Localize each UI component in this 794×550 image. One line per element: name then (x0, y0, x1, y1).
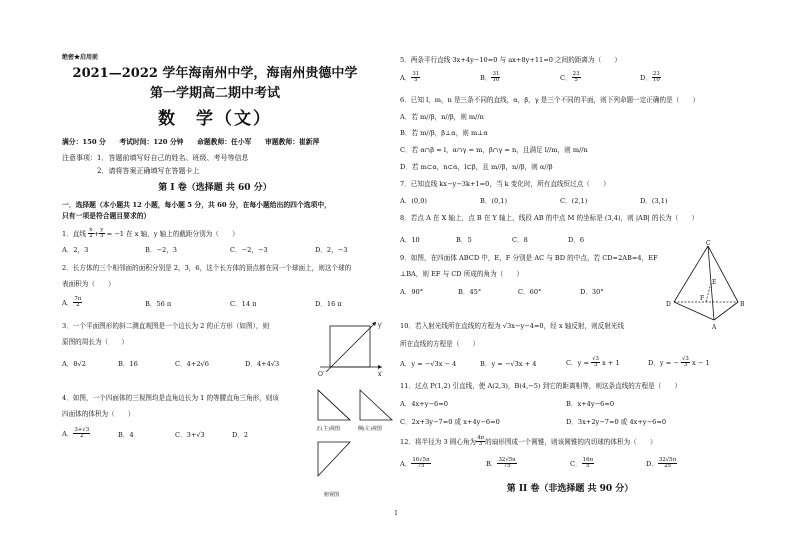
q12-option-c: C． $\frac{16\pi}{5}$ (570, 457, 594, 470)
part1-instructions-2: 只有一项是符合题目要求的） (62, 212, 151, 220)
q3-option-d: D．4+4√3 (245, 360, 280, 368)
q6-stem: 6．已知 l，m，n 是三条不同的直线，α，β，γ 是三个不同的平面，则下列命题一定正确的是（ ） (400, 96, 700, 104)
notes (62, 154, 248, 162)
q3-square (330, 326, 370, 367)
q3-figure (316, 316, 396, 378)
q2-option-a: A． $\frac{7\pi}{2}$ (62, 296, 82, 309)
q4-side-view (360, 390, 392, 420)
q9-line1: 9．如图，在四面体 ABCD 中，E，F 分别是 AC 与 BD 的中点，若 CD=2AB=4，EF (400, 254, 658, 262)
q1-option-a: A．2，3 (62, 246, 89, 254)
q3-option-b: B．16 (118, 360, 138, 368)
q1-stem: 1．直线 $\frac{x}{2}$ + $\frac{y}{3}$ = −1 在 x 轴，y 轴上的截距分别为（ ） (62, 227, 239, 240)
q9-tetrahedron-figure (664, 240, 748, 332)
q9-line2: ⊥BA，则 EF 与 CD 所成的角为（ ） (400, 270, 524, 278)
note-2: 2．请将答案正确填写在答题卡上 (97, 167, 200, 175)
q3-label-x: x′ (378, 371, 383, 378)
q3-option-a: A．8√2 (62, 360, 86, 368)
q3-line2: 原图的周长为（ ） (62, 338, 128, 346)
exam-subject: 数 学（文） (158, 109, 272, 129)
q5-option-a: A． $\frac{31}{5}$ (400, 71, 420, 84)
q12-option-b: B． $\frac{32√5\pi}{75}$ (486, 457, 516, 470)
q7-option-c: C．(2,1) (560, 197, 588, 205)
q4-three-views (310, 386, 402, 502)
q4-top-view (318, 442, 350, 476)
q11-stem: 11．过点 P(1,2) 引直线，使 A(2,3)，B(4,−5) 到它的距离相等，则这条直线的方程是（ ） (400, 382, 682, 390)
q11-option-a: A．4x+y−6=0 (400, 400, 448, 408)
q10-line1: 10．若入射光线所在直线的方程为 √3x−y−4=0，经 x 轴反射，则反射光线 (400, 322, 625, 330)
q9-label-c: C (706, 240, 711, 247)
q5-option-b: B． $\frac{31}{10}$ (480, 71, 500, 84)
q1-frac-x: $\frac{x}{2}$ (89, 227, 93, 240)
q6-option-c: C．若 α∩β = l，α∩γ = m，β∩γ = n，且满足 l//m，则 m//n (400, 146, 588, 154)
q8-stem: 8．若点 A 在 X 轴上，点 B 在 Y 轴上，线段 AB 的中点 M 的坐标是 (3,4)，则 |AB| 的长为（ ） (400, 214, 699, 222)
q9-label-b: B (740, 301, 745, 308)
q9-label-f: F (700, 295, 705, 302)
q4-option-a: A． $\frac{3+√3}{2}$ (62, 427, 90, 440)
q7-option-a: A．(0,0) (400, 197, 427, 205)
q9-option-b: B．45° (458, 288, 482, 296)
q2-option-d: D．16 π (315, 300, 342, 308)
q11-option-b: B．x+4y−6=0 (566, 400, 615, 408)
q4-option-b: B．4 (118, 431, 134, 439)
q3-label-o: O′ (318, 371, 325, 378)
part2-title: 第 II 卷（非选择题 共 90 分） (506, 484, 634, 494)
q4-line2: 四面体的体积为（ ） (62, 410, 135, 418)
exam-title-line2: 第一学期高二期中考试 (149, 86, 280, 101)
q6-option-a: A．若 m//β，n//β，则 m//n (400, 113, 484, 121)
q10-option-c: C．y = $\frac{√3}{3}$ x + 1 (566, 356, 620, 369)
q9-label-a: A (712, 324, 717, 331)
q7-stem: 7．已知直线 kx−y−3k+1=0，当 k 变化时，所有直线恒过点（ ） (400, 180, 610, 188)
q4-line1: 4．如图，一个四面体的三视图均是直角边长为 1 的等腰直角三角形，则该 (62, 394, 279, 402)
q10-line2: 所在直线的方程是（ ） (400, 340, 480, 348)
q3-axis-y (326, 322, 376, 372)
q9-option-d: D．30° (580, 288, 604, 296)
q10-option-b: B．y = −√3x + 4 (480, 360, 537, 368)
part1-title: 第 I 卷（选择题 共 60 分） (158, 183, 272, 193)
q9-label-d: D (666, 301, 671, 308)
q5-option-c: C． $\frac{23}{5}$ (560, 71, 580, 84)
q11-option-c: C．2x+3y−7=0 或 x+4y−6=0 (400, 418, 500, 426)
q8-option-b: B．5 (456, 236, 472, 244)
q4-option-d: D．2 (232, 431, 249, 439)
q9-option-a: A．90° (400, 288, 424, 296)
q2-option-b: B．56 π (145, 300, 172, 308)
q8-option-c: C．8 (512, 236, 528, 244)
q9-label-e: E (712, 279, 717, 286)
q8-option-a: A．10 (400, 236, 420, 244)
q4-option-c: C．3+√3 (175, 431, 205, 439)
q7-option-d: D．(3,1) (640, 197, 668, 205)
q7-option-b: B．(0,1) (480, 197, 508, 205)
q1-option-d: D．2，−3 (315, 246, 348, 254)
q1-frac-y: $\frac{y}{3}$ (100, 227, 104, 240)
q3-label-y: y′ (378, 322, 383, 329)
page-number: 1 (394, 510, 398, 517)
note-1: 1．答题前填写好自己的姓名、班级、考号等信息 (97, 154, 249, 162)
exam-meta: 满分：150 分 考试时间：120 分钟 命题教师：任小军 审题教师：崔新萍 (62, 138, 320, 146)
q12-option-d: D． $\frac{32√5\pi}{25}$ (646, 457, 677, 470)
part1-instructions-1: 一．选择题（本小题共 12 小题，每小题 5 分，共 60 分，在每小题给出的四个选项中， (62, 201, 331, 209)
notes-label: 注意事项： (62, 154, 97, 162)
q3-option-c: C．4+2√6 (175, 360, 209, 368)
q2-line1: 2．长方体的三个相邻面的面积分别是 2，3，6，这个长方体的顶点都在同一个球面上，则这个球的 (62, 264, 352, 272)
q10-option-a: A．y = −√3x − 4 (400, 360, 457, 368)
q4-label-front: 正(主)视图 (316, 426, 340, 432)
q8-option-d: D．6 (568, 236, 585, 244)
q5-stem: 5．两条平行直线 3x+4y−10=0 与 ax+8y+11=0 之间的距离为（ ） (400, 56, 621, 64)
q2-line2: 表面积为（ ） (62, 280, 115, 288)
q1-option-b: B．−2，3 (145, 246, 177, 254)
q12-option-a: A． $\frac{16√5\pi}{75}$ (400, 457, 430, 470)
q4-label-top: 俯视图 (324, 492, 340, 498)
q10-option-d: D．y = − $\frac{√3}{3}$ x − 1 (648, 356, 710, 369)
q6-option-b: B．若 m//β，β⊥α，则 m⊥α (400, 129, 488, 137)
q1-option-c: C．−2，−3 (230, 246, 268, 254)
q2-option-c: C．14 π (230, 300, 257, 308)
q5-option-d: D． $\frac{23}{10}$ (640, 71, 660, 84)
exam-title-line1: 2021—2022 学年海南州中学，海南州贵德中学 (72, 66, 358, 81)
q12-stem: 12．将半径为 3 圆心角为 $\frac{4\pi}{3}$ 的扇形围成一个圆锥，则该圆锥的内切球的体积为（ ） (400, 435, 657, 448)
q9-option-c: C．60° (518, 288, 542, 296)
q6-option-d: D．若 m⊂α，n⊂α，l⊂β，且 m//β，n//β，则 α//β (400, 163, 553, 171)
q4-label-side: 侧(左)视图 (358, 426, 382, 432)
q11-option-d: D．3x+2y−7=0 或 4x+y−6=0 (566, 418, 667, 426)
q3-line1: 3．一个平面图形的斜二测直观图是一个边长为 2 的正方形（如图），则 (62, 322, 270, 330)
secret-label: 绝密★启用前 (62, 54, 99, 61)
